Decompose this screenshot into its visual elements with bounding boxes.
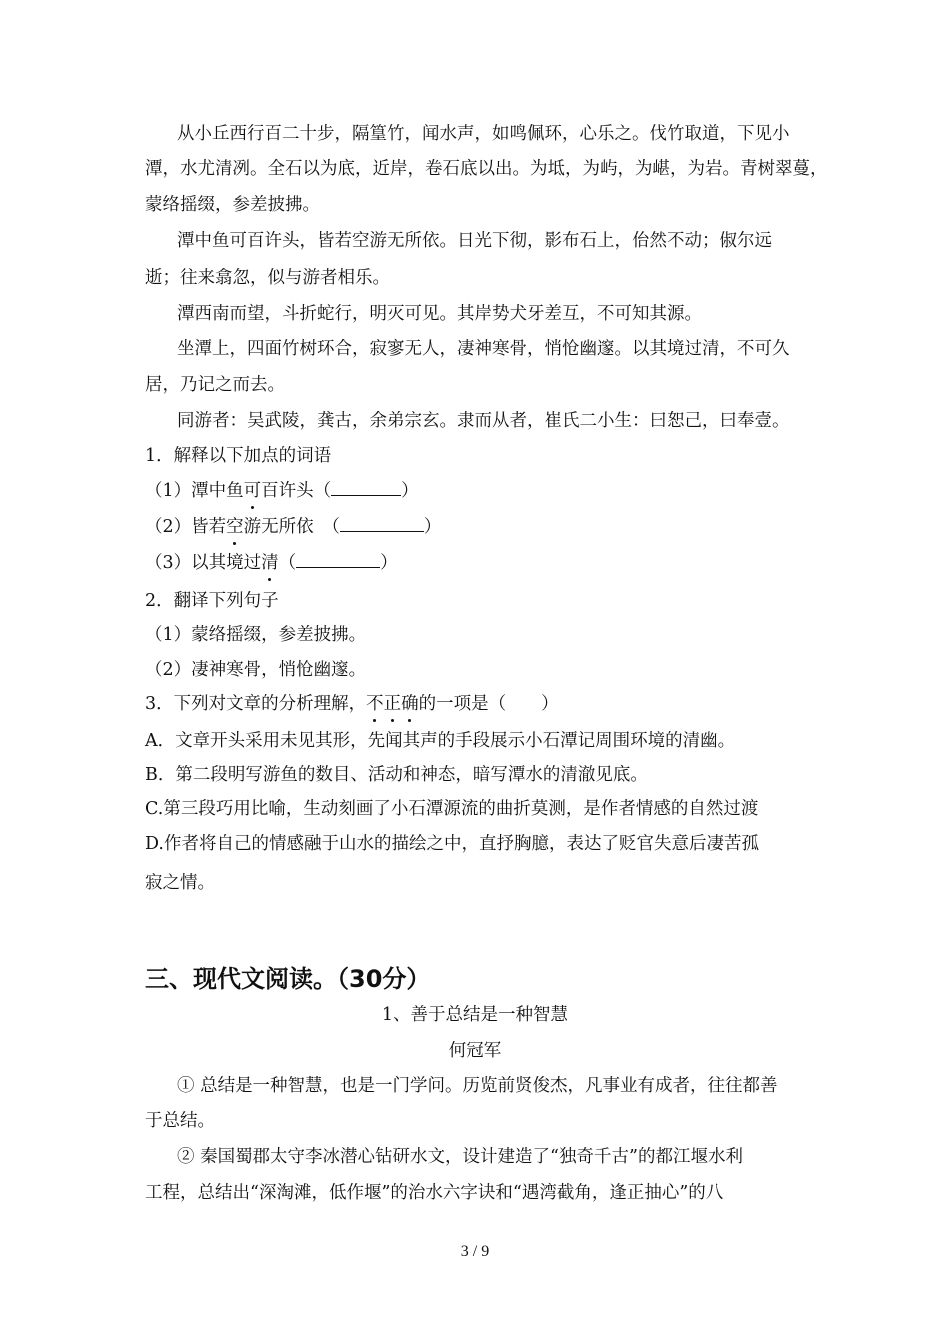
passage-line: 潭西南而望，斗折蛇行，明灭可见。其岸势犬牙差互，不可知其源。 (177, 304, 702, 324)
article-title: 1、善于总结是一种智慧 (381, 1005, 569, 1025)
option-a: A．文章开头采用未见其形，先闻其声的手段展示小石潭记周围环境的清幽。 (145, 731, 736, 751)
item-text: （2）皆若 (145, 517, 227, 537)
article-line: 于总结。 (145, 1111, 215, 1131)
item-text: 的一项是（ ） (418, 694, 559, 714)
option-d-cont: 寂之情。 (145, 873, 215, 893)
passage-line: 坐潭上，四面竹树环合，寂寥无人，凄神寒骨，悄怆幽邃。以其境过清，不可久 (177, 339, 790, 359)
dotted-char: 清 (261, 553, 279, 573)
article-line: 工程，总结出“深淘滩，低作堰”的治水六字诀和“遇湾截角，逢正抽心”的八 (145, 1183, 724, 1203)
article-line: ② 秦国蜀郡太守李冰潜心钻研水文，设计建造了“独奇千古”的都江堰水利 (177, 1147, 743, 1167)
item-text: 百许头（ (261, 481, 332, 501)
answer-blank[interactable] (296, 551, 380, 568)
article-line: ① 总结是一种智慧，也是一门学问。历览前贤俊杰，凡事业有成者，往往都善 (177, 1076, 778, 1096)
option-b: B．第二段明写游鱼的数目、活动和神态，暗写潭水的清澈见底。 (145, 765, 648, 785)
item-text: 3．下列对文章的分析理解， (145, 694, 367, 714)
passage-line: 潭中鱼可百许头，皆若空游无所依。日光下彻，影布石上，佁然不动；俶尔远 (177, 231, 772, 251)
answer-blank[interactable] (331, 479, 401, 496)
item-text: 游无所依 （ (243, 517, 340, 537)
dotted-char: 不 (366, 694, 384, 714)
section-heading: 三、现代文阅读。（30分） (145, 965, 431, 993)
dotted-char: 可 (243, 481, 262, 501)
question-3-title (145, 692, 825, 716)
question-1-title: 1．解释以下加点的词语 (145, 446, 332, 466)
passage-line: 逝；往来翕忽，似与游者相乐。 (145, 268, 390, 288)
question-2-title: 2．翻译下列句子 (145, 591, 279, 611)
passage-line: 居，乃记之而去。 (145, 375, 285, 395)
item-text: （ (278, 553, 297, 573)
question-2-item-1: （1）蒙络摇缀，参差披拂。 (145, 625, 367, 645)
passage-line: 同游者：吴武陵，龚古，余弟宗玄。隶而从者，崔氏二小生：曰恕己，曰奉壹。 (177, 411, 790, 431)
item-text: （3）以其境过 (145, 553, 262, 573)
passage-line: 潭，水尤清冽。全石以为底，近岸，卷石底以出。为坻，为屿，为嵁，为岩。青树翠蔓， (145, 159, 828, 179)
question-2-item-2: （2）凄神寒骨，悄怆幽邃。 (145, 660, 367, 680)
dotted-char: 空 (226, 517, 244, 537)
page-number: 3 / 9 (460, 1243, 490, 1260)
question-1-item-2 (145, 515, 825, 539)
passage-line: 从小丘西行百二十步，隔篁竹，闻水声，如鸣佩环，心乐之。伐竹取道，下见小 (177, 124, 790, 144)
question-1-item-1 (145, 479, 825, 503)
dotted-char: 正 (383, 694, 402, 714)
dotted-char: 确 (401, 694, 419, 714)
article-author: 何冠军 (448, 1041, 502, 1061)
option-d: D.作者将自己的情感融于山水的描绘之中，直抒胸臆，表达了贬官失意后凄苦孤 (145, 834, 759, 854)
item-text: ） (380, 553, 398, 573)
answer-blank[interactable] (340, 515, 424, 532)
passage-line: 蒙络摇缀，参差披拂。 (145, 195, 320, 215)
question-1-item-3 (145, 551, 825, 575)
item-text: （1）潭中鱼 (145, 481, 244, 501)
item-text: ） (423, 517, 442, 537)
item-text: ） (401, 481, 419, 501)
option-c: C.第三段巧用比喻，生动刻画了小石潭源流的曲折莫测，是作者情感的自然过渡 (145, 799, 759, 819)
